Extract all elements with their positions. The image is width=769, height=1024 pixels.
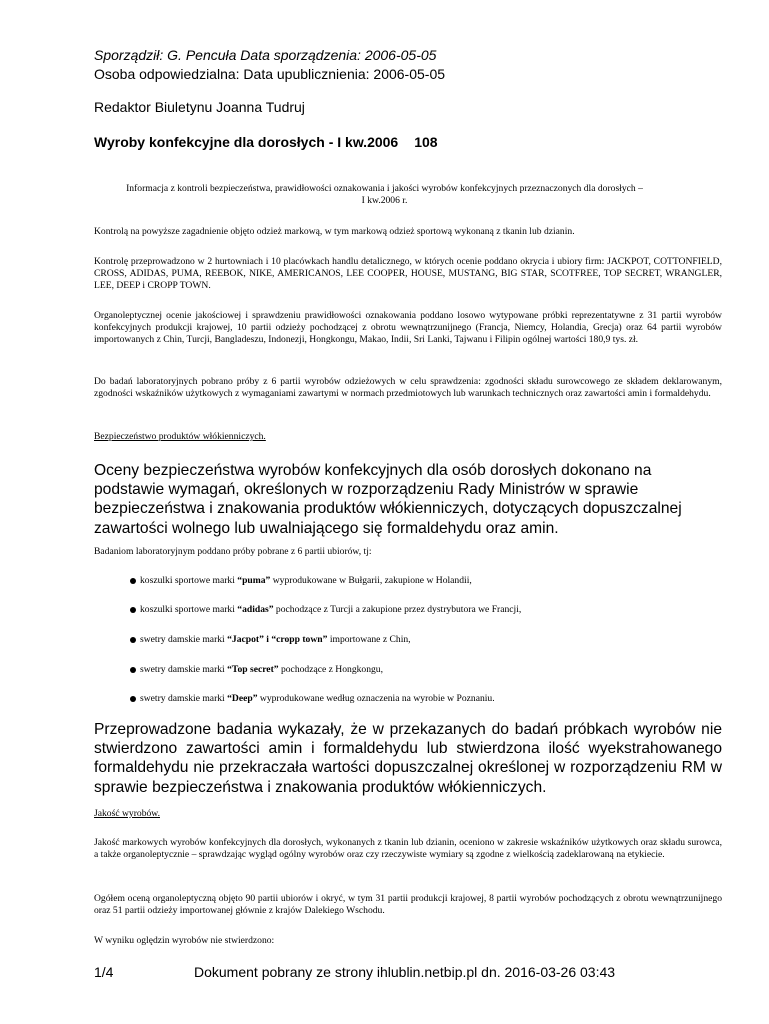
samples-intro: Badaniom laboratoryjnym poddano próby pobrane z 6 partii ubiorów, tj: [94, 546, 372, 557]
safety-assessment-text: Oceny bezpieczeństwa wyrobów konfekcyjnych dla osób dorosłych dokonano na podstawie wymagań, określonych w rozporządzeniu Rady Ministrów w sprawie bezpieczeństwa i znakowania produktów włókienniczych, dotyczących dopuszczalnej zawartości wolnego lub uwalniającego się formaldehydu oraz amin. [94, 462, 682, 537]
section-title-safety: Bezpieczeństwo produktów włókienniczych. [94, 431, 266, 442]
paragraph-locations: Kontrolę przeprowadzono w 2 hurtowniach i 10 placówkach handlu detalicznego, w których ocenie poddano okrycia i ubiory firm: JACKPOT, COTTONFIELD, CROSS, ADIDAS, PUMA, REEBOK, NIKE, AMERICANOS, LEE COOPER, HOUSE, MUSTANG, BIG STAR, SCOTFREE, TOP SECRET, WRANGLER, LEE, DEEP i CROPP TOWN. [94, 256, 722, 292]
bullet-icon [130, 667, 136, 673]
list-item: koszulki sportowe marki “puma” wyprodukowane w Bułgarii, zakupione w Holandii, [130, 575, 472, 587]
list-item: swetry damskie marki “Jacpot” i “cropp town” importowane z Chin, [130, 634, 411, 646]
test-results-text: Przeprowadzone badania wykazały, że w przekazanych do badań próbkach wyrobów nie stwierdzono zawartości amin i formaldehydu lub stwierdzona ilość wyekstrahowanego formaldehydu nie przekraczała wartości dopuszczalnej określonej w rozporządzeniu RM w sprawie bezpieczeństwa i znakowania produktów włókienniczych. [94, 721, 722, 796]
intro-heading [94, 183, 675, 207]
section-title-quality: Jakość wyrobów. [94, 808, 160, 819]
download-source: Dokument pobrany ze strony ihlublin.netbip.pl dn. 2016-03-26 03:43 [194, 964, 616, 980]
prepared-by-line: Sporządził: G. Pencuła Data sporządzenia: 2006-05-05 [94, 47, 437, 63]
intro-line-2: I kw.2006 r. [361, 195, 408, 207]
bullet-icon [130, 637, 136, 643]
document-title [94, 134, 438, 150]
responsible-person-line: Osoba odpowiedzialna: Data upublicznienia: 2006-05-05 [94, 66, 446, 82]
bullet-icon [130, 578, 136, 584]
list-item: koszulki sportowe marki “adidas” pochodzące z Turcji a zakupione przez dystrybutora we Francji, [130, 604, 521, 616]
paragraph-quality-count: Ogółem oceną organoleptyczną objęto 90 partii ubiorów i okryć, w tym 31 partii produkcji krajowej, 8 partii wyrobów pochodzących z obrotu wewnątrzunijnego oraz 51 partii odzieży importowanej głównie z krajów Dalekiego Wschodu. [94, 893, 722, 917]
intro-line-1: Informacja z kontroli bezpieczeństwa, prawidłowości oznakowania i jakości wyrobów konfekcyjnych przeznaczonych dla dorosłych – [126, 183, 643, 194]
paragraph-organoleptic: Organoleptycznej ocenie jakościowej i sprawdzeniu prawidłowości oznakowania poddano losowo wytypowane próbki reprezentatywne z 31 partii wyrobów konfekcyjnych produkcji krajowej, 10 partii odzieży pochodzącej z obrotu wewnątrzunijnego (Francja, Niemcy, Holandia, Grecja) oraz 64 partii wyrobów importowanych z Chin, Turcji, Bangladeszu, Indonezji, Hongkongu, Makao, Indii, Sri Lanki, Tajwanu i Filipin ogólnej wartości 180,9 tys. zł. [94, 310, 722, 346]
editor-line: Redaktor Biuletynu Joanna Tudruj [94, 99, 305, 115]
paragraph-findings-intro: W wyniku oględzin wyrobów nie stwierdzono: [94, 935, 275, 946]
document-title-text: Wyroby konfekcyjne dla dorosłych - I kw.2006 [94, 134, 399, 150]
list-item: swetry damskie marki “Top secret” pochodzące z Hongkongu, [130, 664, 383, 676]
paragraph-quality-scope: Jakość markowych wyrobów konfekcyjnych dla dorosłych, wykonanych z tkanin lub dzianin, oceniono w zakresie wskaźników użytkowych oraz składu surowca, a także organoleptycznie – sprawdzając wygląd ogólny wyrobów oraz czy rzeczywiste wymiary są zgodne z wielkością zadeklarowaną na etykiecie. [94, 837, 722, 861]
paragraph-lab-tests: Do badań laboratoryjnych pobrano próby z 6 partii wyrobów odzieżowych w celu sprawdzenia: zgodności składu surowcowego ze składem deklarowanym, zgodności wskaźników użytkowych z wymaganiami zawartymi w normach przedmiotowych lub warunkach technicznych oraz zawartości amin i formaldehydu. [94, 376, 722, 400]
list-item: swetry damskie marki “Deep” wyprodukowane według oznaczenia na wyrobie w Poznaniu. [130, 693, 495, 705]
bullet-icon [130, 607, 136, 613]
bullet-icon [130, 696, 136, 702]
page-number: 1/4 [94, 964, 114, 980]
document-number: 108 [414, 134, 438, 150]
paragraph-scope: Kontrolą na powyższe zagadnienie objęto odzież markową, w tym markową odzież sportową wykonaną z tkanin lub dzianin. [94, 226, 575, 237]
